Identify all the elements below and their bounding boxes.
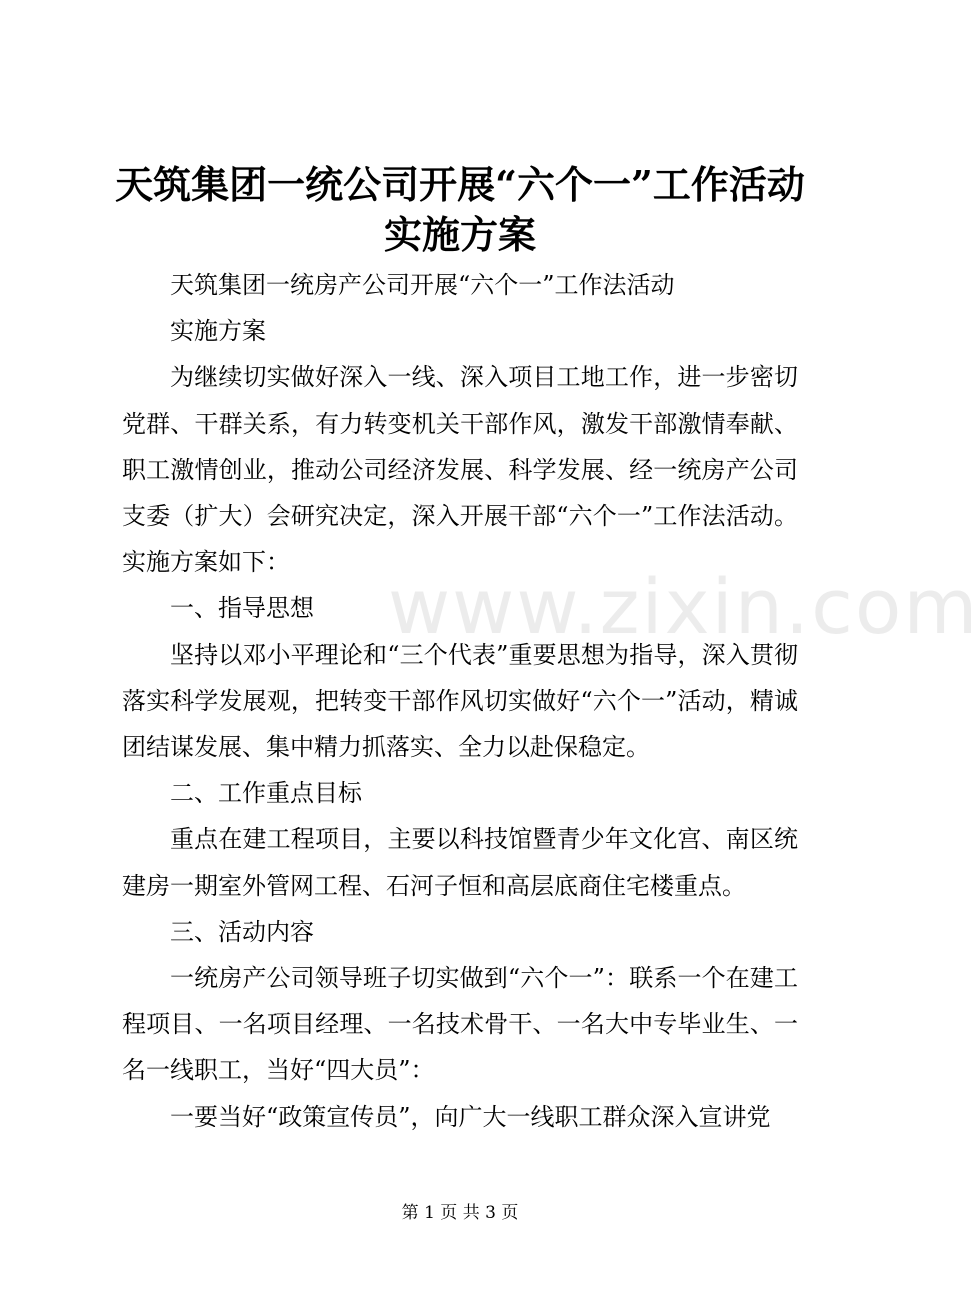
policy-promoter-paragraph: 一要当好“政策宣传员”，向广大一线职工群众深入宣讲党 bbox=[170, 1102, 771, 1131]
subtitle-line-1: 天筑集团一统房产公司开展“六个一”工作法活动 bbox=[170, 271, 675, 299]
section-heading-key-goals: 二、工作重点目标 bbox=[170, 779, 362, 808]
key-goals-paragraph: 重点在建工程项目，主要以科技馆暨青少年文化宫、南区统建房一期室外管网工程、石河子恒和高层底商住宅楼重点。 bbox=[122, 825, 798, 900]
document-body bbox=[122, 262, 798, 1140]
subtitle-line-2: 实施方案 bbox=[170, 317, 266, 346]
page-footer: 第 1 页 共 3 页 bbox=[401, 1203, 519, 1223]
watermark: www.zixin.com bbox=[388, 562, 979, 651]
intro-paragraph: 为继续切实做好深入一线、深入项目工地工作，进一步密切党群、干群关系，有力转变机关干部作风，激发干部激情奉献、职工激情创业，推动公司经济发展、科学发展、经一统房产公司支委（扩大）会研究决定，深入开展干部“六个一”工作法活动。实施方案如下： bbox=[122, 363, 798, 577]
section-heading-activity-content: 三、活动内容 bbox=[170, 917, 314, 946]
guiding-ideology-paragraph: 坚持以邓小平理论和“三个代表”重要思想为指导，深入贯彻落实科学发展观，把转变干部作风切实做好“六个一”活动，精诚团结谋发展、集中精力抓落实、全力以赴保稳定。 bbox=[122, 640, 798, 762]
section-heading-guiding-ideology: 一、指导思想 bbox=[170, 594, 314, 623]
activity-content-paragraph: 一统房产公司领导班子切实做到“六个一”：联系一个在建工程项目、一名项目经理、一名技术骨干、一名大中专毕业生、一名一线职工，当好“四大员”： bbox=[122, 964, 798, 1085]
document-title: 天筑集团一统公司开展“六个一”工作活动实施方案 bbox=[115, 162, 805, 257]
